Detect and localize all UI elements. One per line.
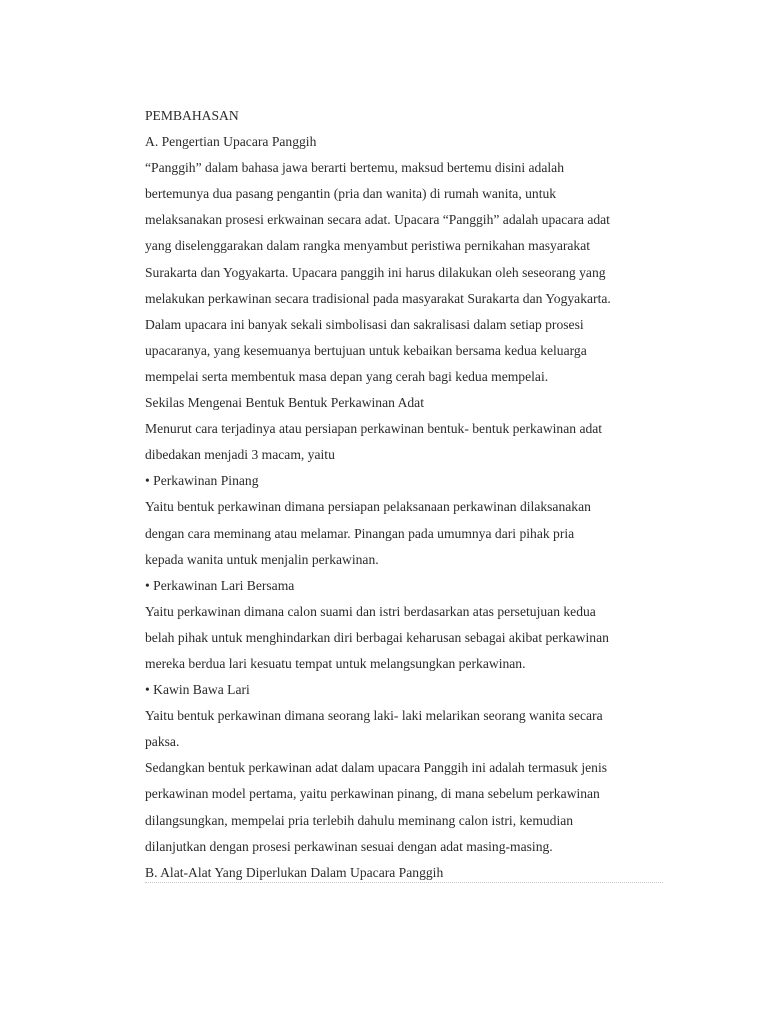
text-line: bertemunya dua pasang pengantin (pria dan wanita) di rumah wanita, untuk: [145, 186, 557, 202]
subsection-heading-b: B. Alat-Alat Yang Diperlukan Dalam Upacara Panggih: [145, 864, 444, 880]
text-line: mempelai serta membentuk masa depan yang cerah bagi kedua mempelai.: [145, 368, 549, 384]
text-line: upacaranya, yang kesemuanya bertujuan untuk kebaikan bersama kedua keluarga: [145, 342, 587, 358]
text-line: melakukan perkawinan secara tradisional pada masyarakat Surakarta dan Yogyakarta.: [145, 290, 611, 306]
text-line: mereka berdua lari kesuatu tempat untuk melangsungkan perkawinan.: [145, 655, 526, 671]
text-line: kepada wanita untuk menjalin perkawinan.: [145, 551, 379, 567]
text-line: melaksanakan prosesi erkwainan secara adat. Upacara “Panggih” adalah upacara adat: [145, 212, 610, 228]
document-body: [145, 103, 670, 886]
subsection-heading-a: A. Pengertian Upacara Panggih: [145, 134, 317, 150]
text-line: Yaitu bentuk perkawinan dimana seorang laki- laki melarikan seorang wanita secara: [145, 708, 603, 724]
text-line: paksa.: [145, 734, 180, 750]
text-line: Dalam upacara ini banyak sekali simbolisasi dan sakralisasi dalam setiap prosesi: [145, 316, 584, 332]
bullet-item-kawin-bawa-lari: • Kawin Bawa Lari: [145, 682, 250, 698]
text-line: Surakarta dan Yogyakarta. Upacara panggih ini harus dilakukan oleh seseorang yang: [145, 264, 606, 280]
text-line: Yaitu perkawinan dimana calon suami dan istri berdasarkan atas persetujuan kedua: [145, 603, 596, 619]
text-line: dibedakan menjadi 3 macam, yaitu: [145, 447, 335, 463]
text-line: Menurut cara terjadinya atau persiapan perkawinan bentuk- bentuk perkawinan adat: [145, 421, 603, 437]
bullet-item-perkawinan-pinang: • Perkawinan Pinang: [145, 473, 259, 489]
text-line: dengan cara meminang atau melamar. Pinangan pada umumnya dari pihak pria: [145, 525, 575, 541]
bullet-item-perkawinan-lari-bersama: • Perkawinan Lari Bersama: [145, 577, 295, 593]
section-heading: PEMBAHASAN: [145, 108, 239, 123]
text-line: perkawinan model pertama, yaitu perkawinan pinang, di mana sebelum perkawinan: [145, 786, 600, 802]
text-line: Sedangkan bentuk perkawinan adat dalam upacara Panggih ini adalah termasuk jenis: [145, 760, 608, 776]
text-line: dilangsungkan, mempelai pria terlebih dahulu meminang calon istri, kemudian: [145, 812, 574, 828]
subheading-bentuk-perkawinan: Sekilas Mengenai Bentuk Bentuk Perkawinan Adat: [145, 395, 424, 411]
text-line: belah pihak untuk menghindarkan diri berbagai keharusan sebagai akibat perkawinan: [145, 629, 609, 645]
page-divider: [145, 882, 663, 883]
text-line: dilanjutkan dengan prosesi perkawinan sesuai dengan adat masing-masing.: [145, 838, 553, 854]
text-line: “Panggih” dalam bahasa jawa berarti bertemu, maksud bertemu disini adalah: [145, 160, 564, 176]
text-line: Yaitu bentuk perkawinan dimana persiapan pelaksanaan perkawinan dilaksanakan: [145, 499, 591, 515]
text-line: yang diselenggarakan dalam rangka menyambut peristiwa pernikahan masyarakat: [145, 238, 591, 254]
